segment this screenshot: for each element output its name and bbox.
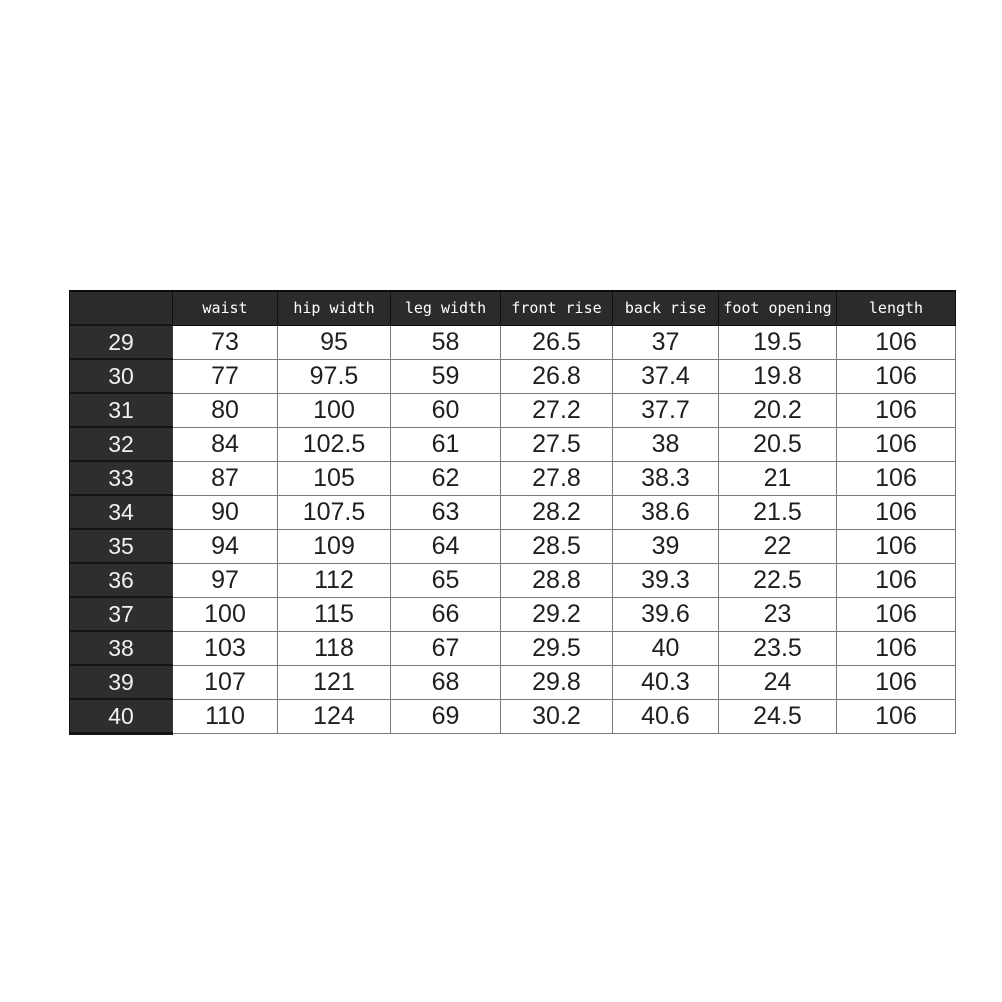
size-cell: 39 <box>70 665 173 699</box>
size-cell: 32 <box>70 427 173 461</box>
size-cell: 30 <box>70 359 173 393</box>
data-cell: 103 <box>173 631 278 665</box>
column-header-size <box>70 291 173 325</box>
data-cell: 38.3 <box>613 461 719 495</box>
data-cell: 106 <box>837 393 956 427</box>
data-cell: 64 <box>391 529 501 563</box>
data-cell: 106 <box>837 461 956 495</box>
data-cell: 80 <box>173 393 278 427</box>
data-cell: 37.4 <box>613 359 719 393</box>
data-cell: 61 <box>391 427 501 461</box>
data-cell: 28.2 <box>501 495 613 529</box>
data-cell: 22 <box>719 529 837 563</box>
data-cell: 118 <box>278 631 391 665</box>
data-cell: 39.3 <box>613 563 719 597</box>
data-cell: 95 <box>278 325 391 359</box>
column-header-hip-width: hip width <box>278 291 391 325</box>
data-cell: 90 <box>173 495 278 529</box>
table-row <box>70 563 956 597</box>
data-cell: 102.5 <box>278 427 391 461</box>
column-header-back-rise: back rise <box>613 291 719 325</box>
data-cell: 40.6 <box>613 699 719 734</box>
data-cell: 59 <box>391 359 501 393</box>
data-cell: 107 <box>173 665 278 699</box>
data-cell: 106 <box>837 427 956 461</box>
table-row <box>70 325 956 359</box>
data-cell: 106 <box>837 699 956 734</box>
table-row <box>70 631 956 665</box>
data-cell: 94 <box>173 529 278 563</box>
data-cell: 106 <box>837 359 956 393</box>
column-header-front-rise: front rise <box>501 291 613 325</box>
data-cell: 60 <box>391 393 501 427</box>
data-cell: 24 <box>719 665 837 699</box>
data-cell: 22.5 <box>719 563 837 597</box>
data-cell: 84 <box>173 427 278 461</box>
data-cell: 26.5 <box>501 325 613 359</box>
table-row <box>70 495 956 529</box>
data-cell: 27.2 <box>501 393 613 427</box>
data-cell: 28.5 <box>501 529 613 563</box>
table-row <box>70 461 956 495</box>
data-cell: 63 <box>391 495 501 529</box>
data-cell: 106 <box>837 563 956 597</box>
data-cell: 68 <box>391 665 501 699</box>
data-cell: 21 <box>719 461 837 495</box>
data-cell: 27.8 <box>501 461 613 495</box>
data-cell: 73 <box>173 325 278 359</box>
size-chart-table <box>69 290 956 735</box>
data-cell: 19.5 <box>719 325 837 359</box>
data-cell: 40 <box>613 631 719 665</box>
table-row <box>70 393 956 427</box>
data-cell: 19.8 <box>719 359 837 393</box>
data-cell: 87 <box>173 461 278 495</box>
data-cell: 115 <box>278 597 391 631</box>
data-cell: 20.5 <box>719 427 837 461</box>
data-cell: 112 <box>278 563 391 597</box>
data-cell: 105 <box>278 461 391 495</box>
data-cell: 97.5 <box>278 359 391 393</box>
column-header-length: length <box>837 291 956 325</box>
data-cell: 97 <box>173 563 278 597</box>
data-cell: 100 <box>278 393 391 427</box>
data-cell: 121 <box>278 665 391 699</box>
data-cell: 37 <box>613 325 719 359</box>
data-cell: 23 <box>719 597 837 631</box>
size-cell: 40 <box>70 699 173 734</box>
data-cell: 29.2 <box>501 597 613 631</box>
data-cell: 38 <box>613 427 719 461</box>
data-cell: 106 <box>837 325 956 359</box>
data-cell: 23.5 <box>719 631 837 665</box>
table-row <box>70 597 956 631</box>
table-row <box>70 359 956 393</box>
data-cell: 107.5 <box>278 495 391 529</box>
table-row <box>70 529 956 563</box>
data-cell: 66 <box>391 597 501 631</box>
data-cell: 37.7 <box>613 393 719 427</box>
column-header-waist: waist <box>173 291 278 325</box>
data-cell: 24.5 <box>719 699 837 734</box>
data-cell: 39 <box>613 529 719 563</box>
data-cell: 106 <box>837 631 956 665</box>
data-cell: 21.5 <box>719 495 837 529</box>
data-cell: 67 <box>391 631 501 665</box>
column-header-foot-opening: foot opening <box>719 291 837 325</box>
size-cell: 38 <box>70 631 173 665</box>
data-cell: 29.8 <box>501 665 613 699</box>
size-cell: 31 <box>70 393 173 427</box>
data-cell: 124 <box>278 699 391 734</box>
size-cell: 37 <box>70 597 173 631</box>
data-cell: 58 <box>391 325 501 359</box>
size-cell: 35 <box>70 529 173 563</box>
data-cell: 77 <box>173 359 278 393</box>
data-cell: 28.8 <box>501 563 613 597</box>
data-cell: 39.6 <box>613 597 719 631</box>
data-cell: 110 <box>173 699 278 734</box>
table-row <box>70 699 956 734</box>
size-cell: 29 <box>70 325 173 359</box>
table-header-row <box>70 291 956 325</box>
data-cell: 69 <box>391 699 501 734</box>
table-row <box>70 665 956 699</box>
size-cell: 36 <box>70 563 173 597</box>
data-cell: 100 <box>173 597 278 631</box>
column-header-leg-width: leg width <box>391 291 501 325</box>
size-cell: 33 <box>70 461 173 495</box>
data-cell: 40.3 <box>613 665 719 699</box>
data-cell: 106 <box>837 529 956 563</box>
data-cell: 62 <box>391 461 501 495</box>
data-cell: 106 <box>837 597 956 631</box>
data-cell: 109 <box>278 529 391 563</box>
data-cell: 38.6 <box>613 495 719 529</box>
data-cell: 106 <box>837 495 956 529</box>
size-cell: 34 <box>70 495 173 529</box>
data-cell: 106 <box>837 665 956 699</box>
data-cell: 26.8 <box>501 359 613 393</box>
data-cell: 30.2 <box>501 699 613 734</box>
table-row <box>70 427 956 461</box>
data-cell: 29.5 <box>501 631 613 665</box>
data-cell: 65 <box>391 563 501 597</box>
data-cell: 20.2 <box>719 393 837 427</box>
data-cell: 27.5 <box>501 427 613 461</box>
